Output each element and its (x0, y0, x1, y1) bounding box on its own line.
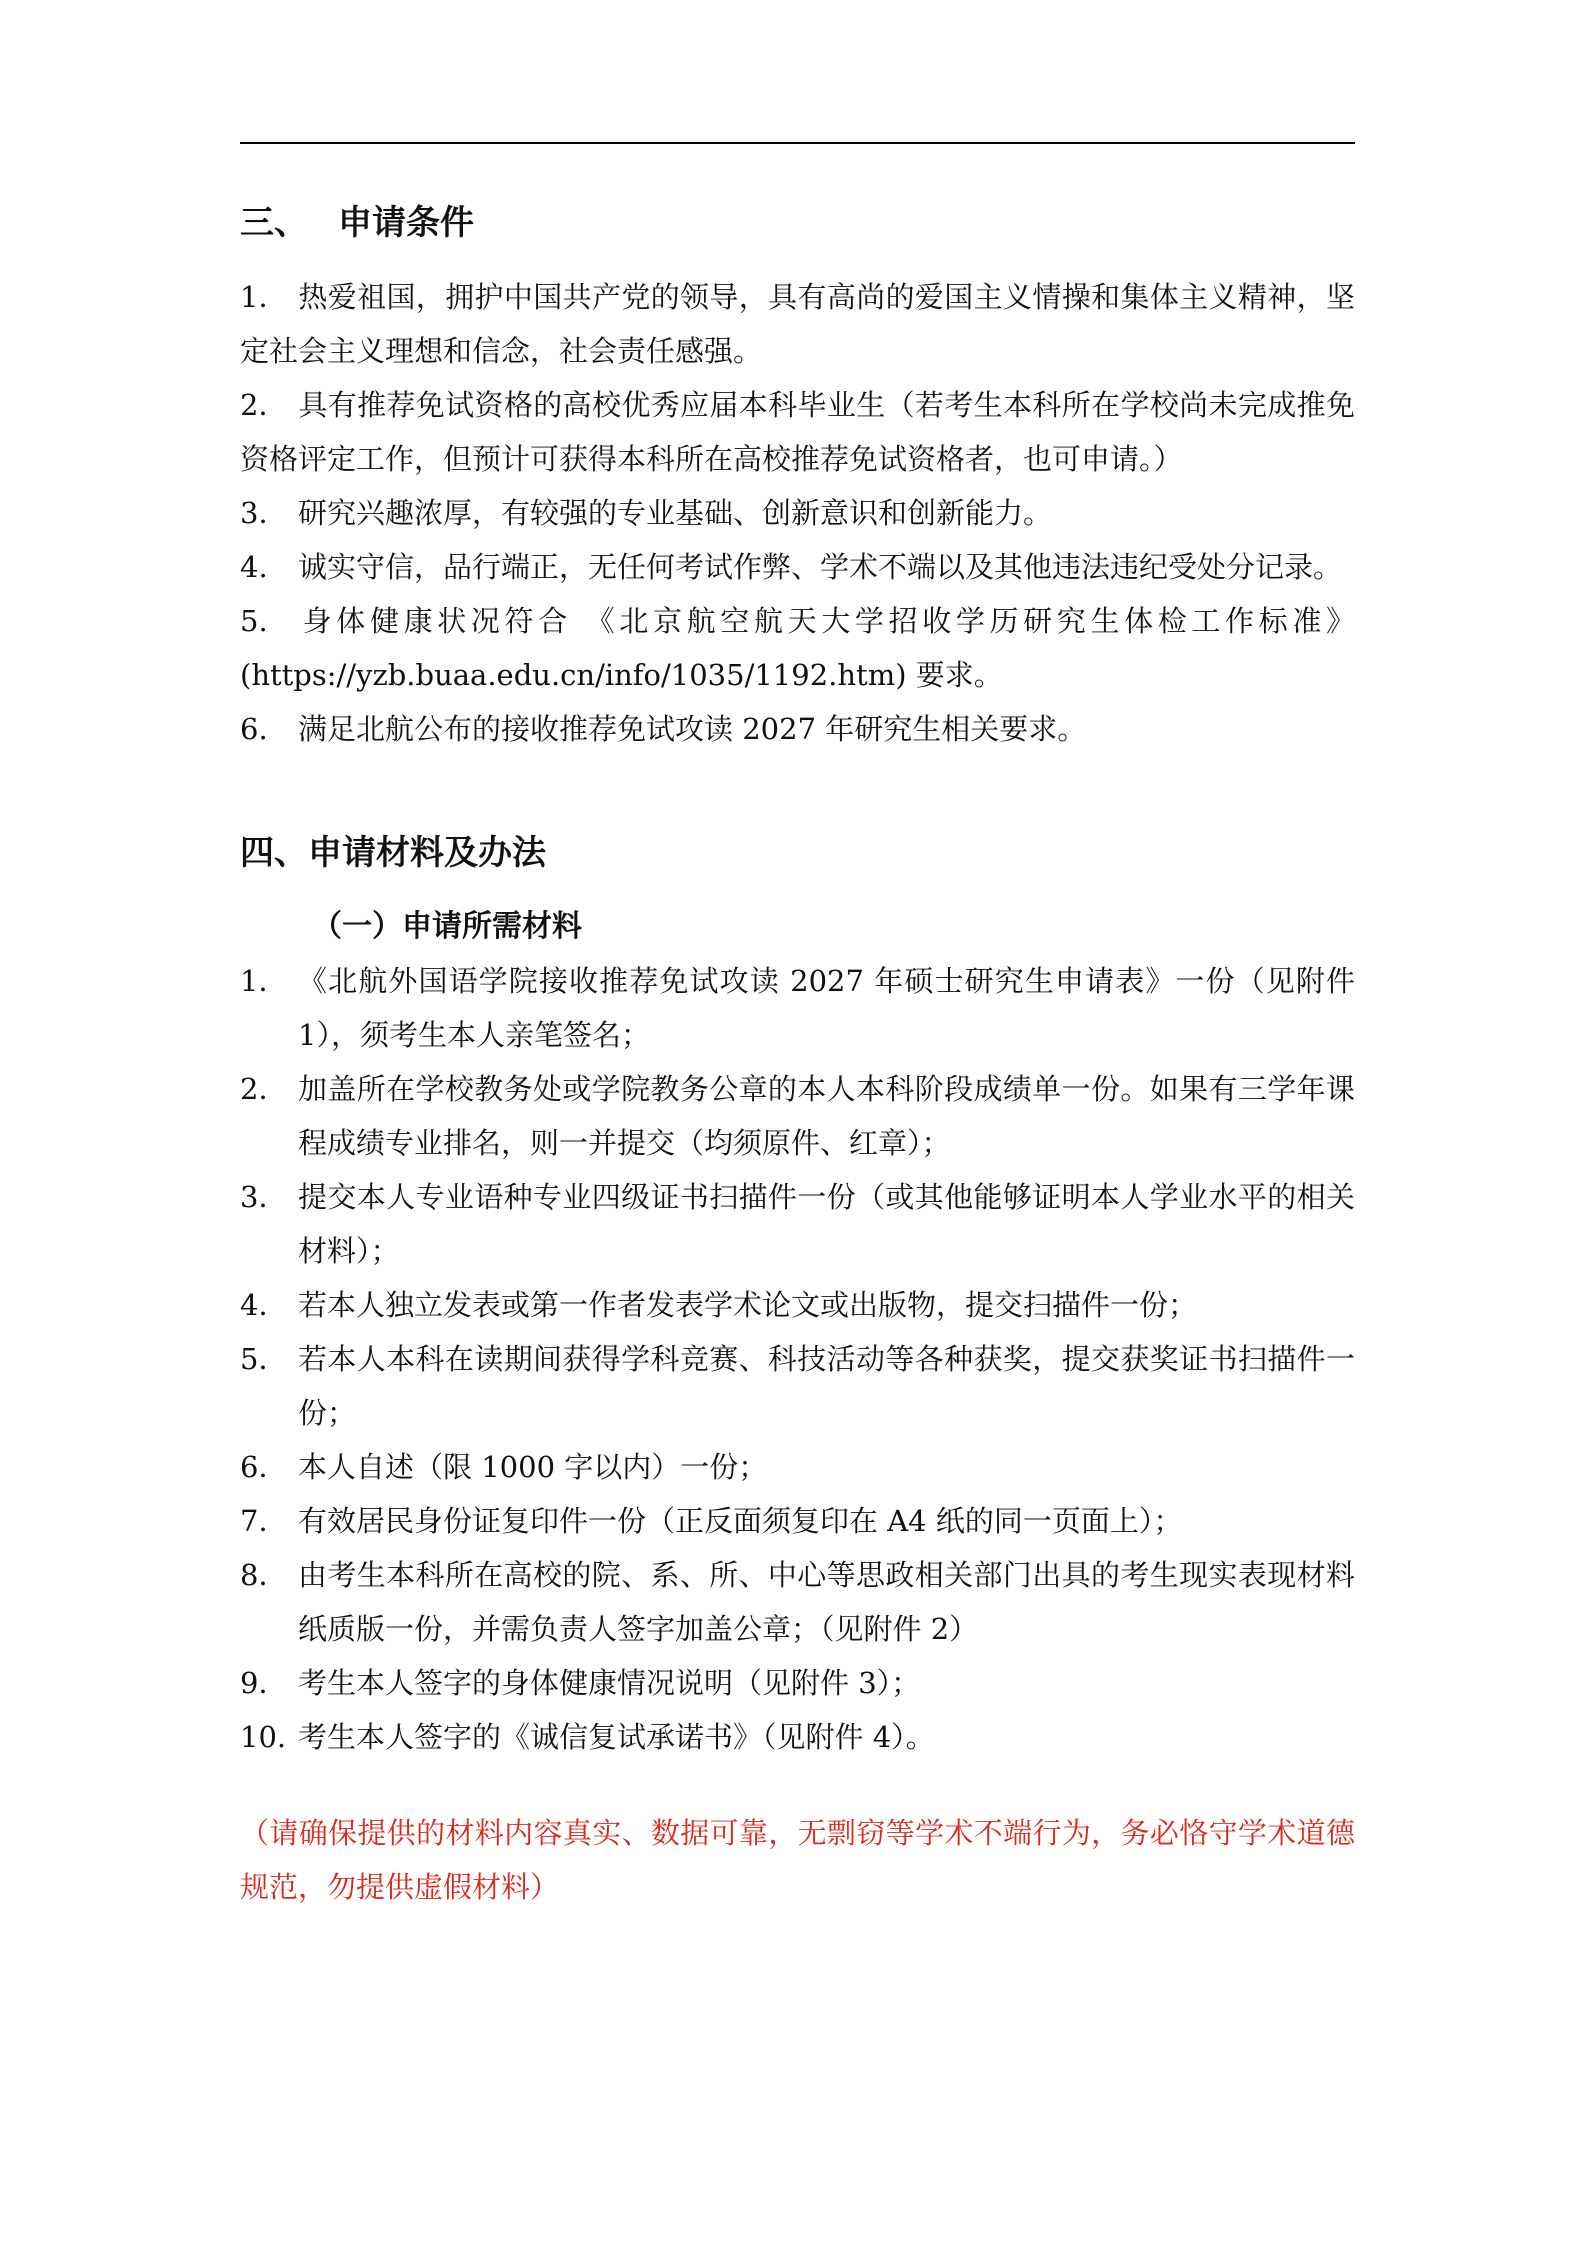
item-number: 2． (240, 1072, 288, 1106)
item-number: 2． (240, 388, 288, 422)
list-item (240, 1548, 1355, 1656)
item-number: 3． (240, 1180, 288, 1214)
item-text: 有效居民身份证复印件一份（正反面须复印在 A4 纸的同一页面上）； (298, 1504, 1183, 1538)
item-text: 《北航外国语学院接收推荐免试攻读 2027 年硕士研究生申请表》一份（见附件 1），须考生本人亲笔签名； (298, 964, 1355, 1052)
section-3-heading (240, 196, 1355, 250)
item-text: 诚实守信，品行端正，无任何考试作弊、学术不端以及其他违法违纪受处分记录。 (298, 550, 1343, 584)
list-item (240, 378, 1355, 486)
required-materials-list (240, 954, 1355, 1764)
item-text: 由考生本科所在高校的院、系、所、中心等思政相关部门出具的考生现实表现材料纸质版一份，并需负责人签字加盖公章；（见附件 2） (298, 1558, 1355, 1646)
item-text: 满足北航公布的接收推荐免试攻读 2027 年研究生相关要求。 (298, 712, 1087, 746)
required-materials-subheading: （一）申请所需材料 (312, 909, 582, 944)
item-number: 8． (240, 1558, 288, 1592)
header-rule (240, 142, 1355, 144)
list-item (240, 486, 1355, 540)
application-conditions-list (240, 270, 1355, 756)
item-number: 6． (240, 1450, 288, 1484)
item-text: 研究兴趣浓厚，有较强的专业基础、创新意识和创新能力。 (298, 496, 1053, 530)
list-item (240, 1062, 1355, 1170)
list-item (240, 1710, 1355, 1764)
section-3-number: 三、 (240, 203, 308, 243)
section-3-title: 申请条件 (338, 203, 474, 243)
integrity-notice: （请确保提供的材料内容真实、数据可靠，无剽窃等学术不端行为，务必恪守学术道德规范，勿提供虚假材料） (240, 1816, 1355, 1904)
item-number: 4． (240, 1288, 288, 1322)
list-item (240, 1170, 1355, 1278)
list-item (240, 270, 1355, 378)
item-text: 提交本人专业语种专业四级证书扫描件一份（或其他能够证明本人学业水平的相关材料）； (298, 1180, 1355, 1268)
item-number: 7． (240, 1504, 288, 1538)
document-content (240, 196, 1355, 1914)
list-item (240, 540, 1355, 594)
list-item (240, 594, 1355, 702)
item-text: 热爱祖国，拥护中国共产党的领导，具有高尚的爱国主义情操和集体主义精神，坚定社会主义理想和信念，社会责任感强。 (240, 280, 1355, 368)
item-text: 本人自述（限 1000 字以内）一份； (298, 1450, 768, 1484)
list-item (240, 1278, 1355, 1332)
item-number: 1． (240, 280, 288, 314)
item-number: 10. (240, 1720, 287, 1754)
item-number: 9． (240, 1666, 288, 1700)
item-text: 身体健康状况符合 《北京航空航天大学招收学历研究生体检工作标准》(https://yzb.buaa.edu.cn/info/1035/1192.htm) 要求。 (240, 604, 1355, 692)
section-4-heading: 四、申请材料及办法 (240, 833, 546, 873)
section-spacer (240, 756, 1355, 826)
list-item (240, 954, 1355, 1062)
item-number: 3． (240, 496, 288, 530)
list-item (240, 1332, 1355, 1440)
item-number: 6. (240, 712, 268, 746)
list-item (240, 1494, 1355, 1548)
item-number: 5. (240, 604, 268, 638)
list-item (240, 702, 1355, 756)
item-text: 若本人独立发表或第一作者发表学术论文或出版物，提交扫描件一份； (298, 1288, 1198, 1322)
item-number: 1． (240, 964, 288, 998)
item-text: 具有推荐免试资格的高校优秀应届本科毕业生（若考生本科所在学校尚未完成推免资格评定工作，但预计可获得本科所在高校推荐免试资格者，也可申请。） (240, 388, 1355, 476)
item-number: 4. (240, 550, 268, 584)
item-text: 若本人本科在读期间获得学科竞赛、科技活动等各种获奖，提交获奖证书扫描件一份； (298, 1342, 1355, 1430)
item-text: 考生本人签字的身体健康情况说明（见附件 3）； (298, 1666, 921, 1700)
item-text: 考生本人签字的《诚信复试承诺书》（见附件 4）。 (298, 1720, 935, 1754)
item-text: 加盖所在学校教务处或学院教务公章的本人本科阶段成绩单一份。如果有三学年课程成绩专业排名，则一并提交（均须原件、红章）； (298, 1072, 1355, 1160)
list-item (240, 1440, 1355, 1494)
list-item (240, 1656, 1355, 1710)
item-number: 5． (240, 1342, 288, 1376)
